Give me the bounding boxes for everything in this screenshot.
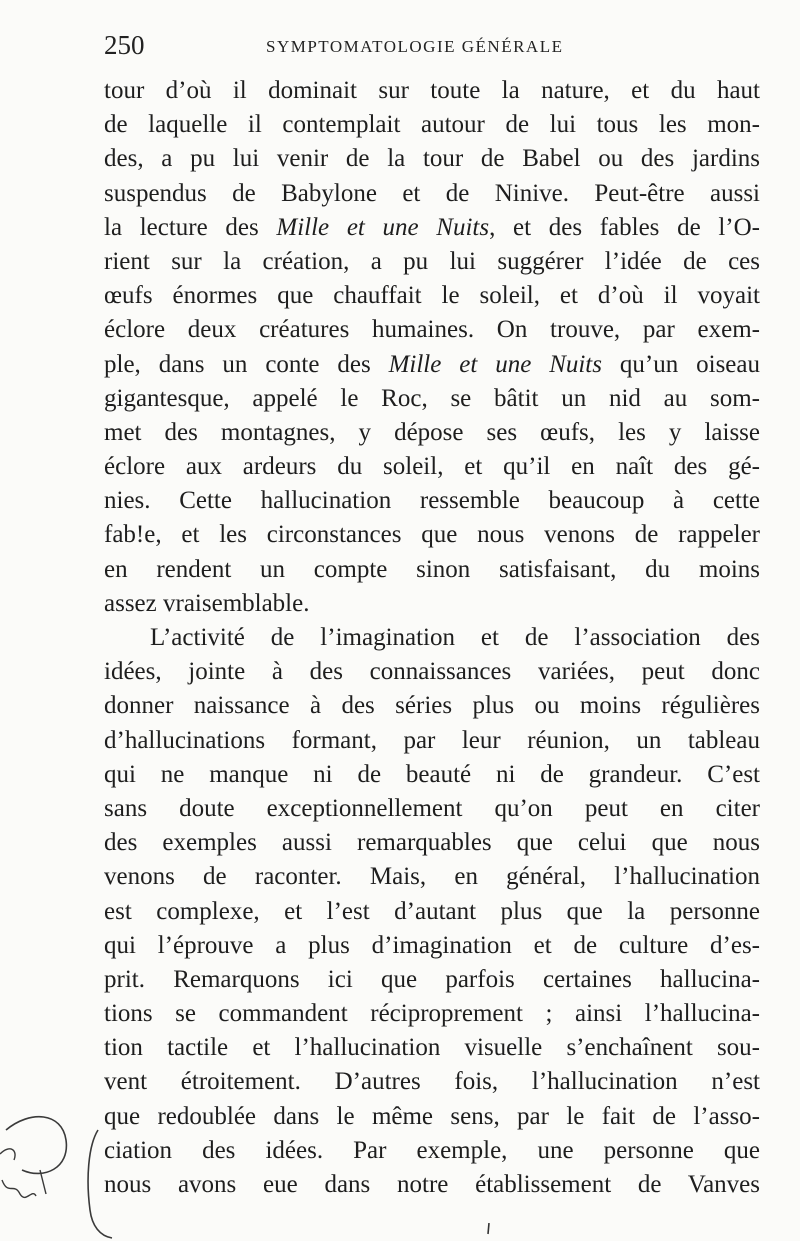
- running-head: SYMPTOMATOLOGIE GÉNÉRALE: [266, 37, 564, 56]
- text-line: idées, jointe à des connaissances variées, peut donc: [104, 658, 760, 686]
- text-line: éclore aux ardeurs du soleil, et qu’il en naît des gé-: [104, 453, 760, 481]
- text-line: fab!e, et les circonstances que nous venons de rappeler: [104, 521, 760, 549]
- text-line: des, a pu lui venir de la tour de Babel ou des jardins: [104, 145, 760, 173]
- text-line: venons de raconter. Mais, en général, l’hallucination: [104, 863, 760, 891]
- text-line: en rendent un compte sinon satisfaisant, du moins: [104, 555, 760, 583]
- handwritten-margin-mark: [0, 1110, 120, 1241]
- pencil-scribble-icon: [0, 1110, 120, 1241]
- page-header: [104, 30, 764, 70]
- text-line: tions se commandent réciproprement ; ainsi l’hallucina-: [104, 1000, 760, 1028]
- text-line: qui l’éprouve a plus d’imagination et de culture d’es-: [104, 931, 760, 959]
- text-line: des exemples aussi remarquables que celui que nous: [104, 829, 760, 857]
- page-number: 250: [104, 30, 145, 60]
- book-title-italic: Mille et une Nuits: [388, 350, 602, 378]
- text-run: , et des fables de l’O-: [489, 213, 760, 241]
- paragraph-2: [104, 621, 760, 1202]
- text-line: [104, 348, 760, 382]
- text-run: la lecture des: [104, 213, 277, 241]
- text-line: tour d’où il dominait sur toute la nature, et du haut: [104, 77, 760, 104]
- text-line: de laquelle il contemplait autour de lui tous les mon-: [104, 111, 760, 139]
- text-line: vent étroitement. D’autres fois, l’hallucination n’est: [104, 1068, 760, 1096]
- text-line: donner naissance à des séries plus ou moins régulières: [104, 692, 760, 720]
- text-line: prit. Remarquons ici que parfois certaines hallucina-: [104, 965, 760, 993]
- book-title-italic: Mille et une Nuits: [276, 213, 490, 241]
- text-line: ciation des idées. Par exemple, une personne que: [104, 1136, 760, 1164]
- text-line: rient sur la création, a pu lui suggérer l’idée de ces: [104, 247, 760, 275]
- text-line: est complexe, et l’est d’autant plus que la personne: [104, 897, 760, 925]
- text-line: nous avons eue dans notre établissement de Vanves: [104, 1171, 760, 1198]
- text-line: met des montagnes, y dépose ses œufs, les y laisse: [104, 418, 760, 446]
- text-line: [104, 211, 760, 245]
- text-line: éclore deux créatures humaines. On trouve, par exem-: [104, 316, 760, 344]
- text-line: que redoublée dans le même sens, par le fait de l’asso-: [104, 1102, 760, 1130]
- text-line: gigantesque, appelé le Roc, se bâtit un nid au som-: [104, 384, 760, 412]
- text-line: qui ne manque ni de beauté ni de grandeur. C’est: [104, 760, 760, 788]
- text-line: nies. Cette hallucination ressemble beaucoup à cette: [104, 487, 760, 515]
- text-run: qu’un oiseau: [602, 350, 760, 378]
- text-line: tion tactile et l’hallucination visuelle s’enchaînent sou-: [104, 1034, 760, 1062]
- text-line: assez vraisemblable.: [104, 589, 310, 617]
- text-run: ple, dans un conte des: [104, 350, 389, 378]
- text-line: L’activité de l’imagination et de l’association des: [150, 624, 760, 651]
- ink-speck: [486, 1220, 492, 1232]
- text-line: suspendus de Babylone et de Ninive. Peut-être aussi: [104, 179, 760, 207]
- text-line: œufs énormes que chauffait le soleil, et d’où il voyait: [104, 282, 760, 310]
- text-line: d’hallucinations formant, par leur réunion, un tableau: [104, 726, 760, 754]
- paragraph-1: [104, 74, 760, 621]
- text-line: sans doute exceptionnellement qu’on peut en citer: [104, 794, 760, 822]
- body-text: [104, 74, 760, 1202]
